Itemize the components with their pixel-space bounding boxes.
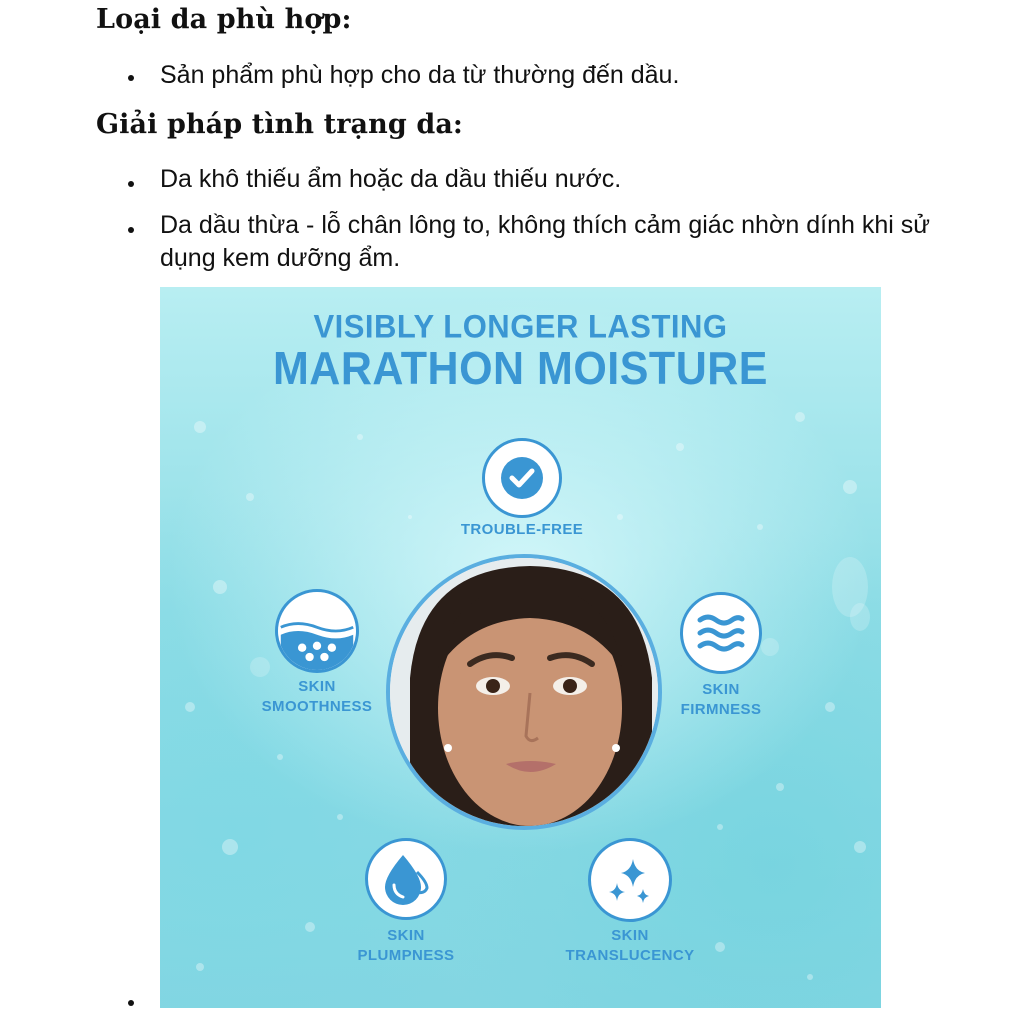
heading-skin-solution: Giải pháp tình trạng da: <box>96 109 463 140</box>
bullet-dot-image <box>128 1000 134 1006</box>
skin-smoothness-badge <box>275 589 359 673</box>
bullet-dot <box>128 227 134 233</box>
skin-translucency-badge <box>588 838 672 922</box>
trouble-free-badge <box>482 438 562 518</box>
image-title-line2: MARATHON MOISTURE <box>272 343 768 395</box>
heading-skin-type: Loại da phù hợp: <box>96 4 352 35</box>
check-icon <box>498 454 546 502</box>
bullet-skin-type: Sản phẩm phù hợp cho da từ thường đến dầu. <box>160 61 680 89</box>
skin-translucency-label: SKIN TRANSLUCENCY <box>565 927 695 964</box>
skin-smoothness-label: SKIN SMOOTHNESS <box>261 678 373 715</box>
bullet-solution-2: Da dầu thừa - lỗ chân lông to, không thích cảm giác nhờn dính khi sử dụng kem dưỡng ẩm. <box>160 211 930 272</box>
skin-layer-icon <box>278 589 356 673</box>
image-title-line1: VISIBLY LONGER LASTING <box>313 308 728 345</box>
trouble-free-label: TROUBLE-FREE <box>460 521 584 538</box>
sparkle-icon <box>603 853 657 907</box>
bullet-dot <box>128 75 134 81</box>
water-drop-icon <box>381 852 431 906</box>
bullet-dot <box>128 181 134 187</box>
waves-icon <box>696 611 746 655</box>
skin-firmness-label: SKIN FIRMNESS <box>680 681 762 718</box>
bullet-solution-1: Da khô thiếu ẩm hoặc da dầu thiếu nước. <box>160 165 622 193</box>
skin-plumpness-badge <box>365 838 447 920</box>
skin-plumpness-label: SKIN PLUMPNESS <box>357 927 455 964</box>
product-image <box>160 287 881 1008</box>
skin-firmness-badge <box>680 592 762 674</box>
model-face-portrait <box>386 554 662 830</box>
face-illustration <box>390 558 662 830</box>
